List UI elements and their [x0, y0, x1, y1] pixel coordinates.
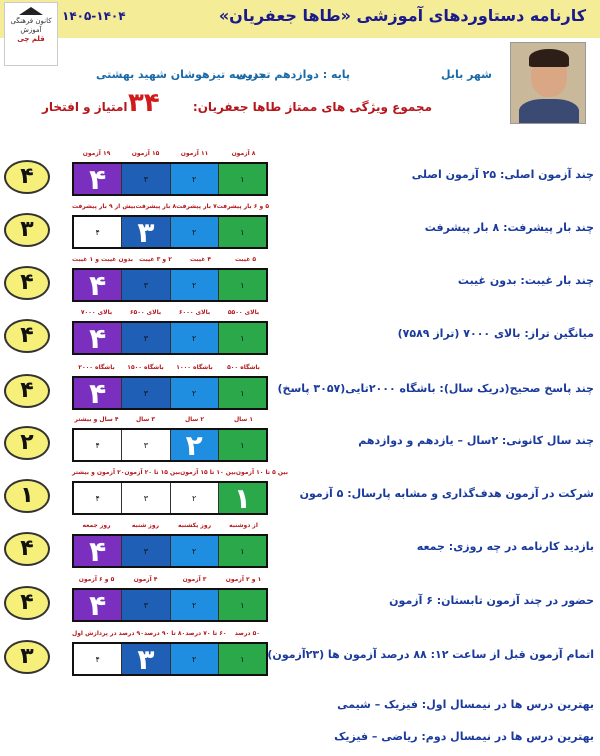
level-cell: ۴ [74, 430, 122, 460]
level-headers [72, 469, 289, 476]
level-headers [72, 150, 268, 157]
level-header: باشگاه ۱۵۰۰ [127, 364, 164, 371]
level-cell: ۱ [219, 430, 266, 460]
level-cell: ۲ [171, 217, 219, 247]
level-bar [72, 268, 268, 302]
level-headers [72, 364, 268, 371]
level-headers [72, 630, 268, 637]
level-cell: ۱ [219, 217, 266, 247]
criterion-row [0, 256, 600, 312]
level-header: ۲ سال [184, 416, 205, 423]
level-header: ۷ بار پیشرفت [176, 203, 217, 210]
level-header: ۱ و ۲ آزمون [225, 576, 262, 583]
level-header: باشگاه ۱۰۰۰ [176, 364, 213, 371]
level-header: بین ۵ تا ۱۰ آزمون [235, 469, 289, 476]
level-cell: ۴ [74, 536, 122, 566]
level-cell: ۳ [122, 430, 170, 460]
graduation-cap-icon [19, 7, 43, 15]
criterion-row [0, 203, 600, 259]
level-cell: ۱ [219, 590, 266, 620]
level-header: ۴ آزمون [133, 576, 158, 583]
level-cell: ۲ [171, 164, 219, 194]
criterion-text: چند پاسخ صحیح(دریک سال): باشگاه ۲۰۰۰تایی(۳۰۵۷ پاسخ) [277, 382, 594, 395]
level-cell: ۴ [74, 217, 122, 247]
criterion-row [0, 469, 600, 525]
level-cell: ۳ [122, 483, 170, 513]
level-header: از دوشنبه [229, 522, 258, 529]
level-header: بیش از ۹ بار پیشرفت [72, 203, 136, 210]
row-score-badge: ۲ [4, 426, 50, 460]
level-cell: ۳ [122, 164, 170, 194]
level-cell: ۱ [219, 644, 266, 674]
level-bar [72, 376, 268, 410]
level-cell: ۴ [74, 164, 122, 194]
level-header: باشگاه ۵۰۰ [227, 364, 260, 371]
criterion-text: میانگین تراز: بالای ۷۰۰۰ (تراز ۷۵۸۹) [397, 327, 594, 340]
row-score-badge: ۴ [4, 319, 50, 353]
level-headers [72, 576, 268, 583]
total-score: ۳۴ [128, 88, 160, 118]
level-cell: ۳ [122, 536, 170, 566]
criterion-text: حضور در چند آزمون تابستان: ۶ آزمون [389, 594, 594, 607]
city-label: شهر بابل [441, 68, 492, 81]
level-header: ۲ و ۳ غیبت [139, 256, 172, 263]
criterion-row [0, 576, 600, 632]
criterion-row [0, 630, 600, 686]
level-header: ۱ سال [233, 416, 254, 423]
level-header: بالای ۵۵۰۰ [227, 309, 260, 316]
level-header: ۱۹ آزمون [82, 150, 111, 157]
criterion-row [0, 416, 600, 472]
level-header: روز شنبه [131, 522, 160, 529]
level-header: روز یکشنبه [177, 522, 212, 529]
score-label: امتیاز و افتخار [42, 100, 128, 114]
level-cell: ۲ [171, 483, 219, 513]
level-bar [72, 321, 268, 355]
level-headers [72, 522, 268, 529]
level-cell: ۱ [219, 164, 266, 194]
level-cell: ۱ [219, 536, 266, 566]
level-header: ۵ و ۶ آزمون [78, 576, 115, 583]
row-score-badge: ۴ [4, 266, 50, 300]
level-cell: ۴ [74, 644, 122, 674]
level-header: ۱۵ آزمون [131, 150, 160, 157]
level-cell: ۴ [74, 590, 122, 620]
level-cell: ۳ [122, 323, 170, 353]
page-title: کارنامه دستاوردهای آموزشی «طاها جعفریان» [218, 6, 586, 25]
level-header: ۴ سال و بیشتر [74, 416, 119, 423]
level-bar [72, 534, 268, 568]
level-header: ۵۰ درصد [234, 630, 260, 637]
level-cell: ۲ [171, 644, 219, 674]
row-score-badge: ۴ [4, 160, 50, 194]
level-header: ۵ غیبت [234, 256, 257, 263]
criterion-text: چند بار پیشرفت: ۸ بار پیشرفت [424, 221, 594, 234]
criterion-text: شرکت در آزمون هدف‌گذاری و مشابه پارسال: ۵ آزمون [299, 487, 594, 500]
level-bar [72, 215, 268, 249]
level-header: ۵ و ۶ بار پیشرفت [216, 203, 270, 210]
criterion-row [0, 522, 600, 578]
level-header: ۹۰ درصد در پردازش اول [72, 630, 144, 637]
level-bar [72, 642, 268, 676]
criterion-text: چند آزمون اصلی: ۲۵ آزمون اصلی [411, 168, 594, 181]
level-cell: ۱ [219, 270, 266, 300]
criterion-row [0, 364, 600, 420]
row-score-badge: ۱ [4, 479, 50, 513]
level-cell: ۲ [171, 270, 219, 300]
level-cell: ۲ [171, 536, 219, 566]
row-score-badge: ۴ [4, 586, 50, 620]
level-header: ۸ آزمون [231, 150, 256, 157]
school-label: مدرسه تیزهوشان شهید بهشتی [96, 68, 266, 81]
level-header: ۸۰ تا ۹۰ درصد [143, 630, 186, 637]
kanoon-logo: کانون فرهنگی آموزش قلم چی [4, 2, 58, 66]
level-headers [72, 203, 268, 210]
level-cell: ۴ [74, 270, 122, 300]
level-cell: ۲ [171, 430, 219, 460]
level-cell: ۳ [122, 217, 170, 247]
level-cell: ۱ [219, 323, 266, 353]
level-cell: ۱ [219, 378, 266, 408]
level-header: بالای ۶۰۰۰ [178, 309, 211, 316]
row-score-badge: ۳ [4, 640, 50, 674]
level-headers [72, 309, 268, 316]
level-bar [72, 428, 268, 462]
level-cell: ۲ [171, 378, 219, 408]
level-header: ۸ بار پیشرفت [135, 203, 177, 210]
level-bar [72, 588, 268, 622]
best-subjects-2: بهترین درس ها در نیمسال دوم: ریاضی – فیزیک [334, 730, 594, 743]
grade-label: پایه : دوازدهم تجربی [236, 68, 350, 81]
criterion-row [0, 150, 600, 206]
level-header: ۳ آزمون [182, 576, 207, 583]
level-headers [72, 256, 268, 263]
level-header: ۴ غیبت [189, 256, 212, 263]
level-header: روز جمعه [82, 522, 111, 529]
level-header: ۱۱ آزمون [180, 150, 209, 157]
student-photo [510, 42, 586, 124]
summary-label: مجموع ویژگی های ممتاز طاها جعفریان: [192, 100, 432, 114]
level-bar [72, 162, 268, 196]
level-header: ۲۰ آزمون و بیشتر [72, 469, 125, 476]
level-cell: ۳ [122, 270, 170, 300]
year-range: ۱۴۰۵-۱۴۰۴ [62, 9, 126, 23]
level-cell: ۴ [74, 483, 122, 513]
criterion-text: چند سال کانونی: ۲سال – یازدهم و دوازدهم [358, 434, 594, 447]
level-header: ۶۰ تا ۷۰ درصد [185, 630, 227, 637]
level-header: باشگاه ۲۰۰۰ [78, 364, 115, 371]
level-header: بین ۱۵ تا ۲۰ آزمون [124, 469, 181, 476]
criterion-text: چند بار غیبت: بدون غیبت [457, 274, 594, 287]
level-header: ۳ سال [135, 416, 156, 423]
level-cell: ۴ [74, 378, 122, 408]
header-bar [0, 0, 600, 38]
level-cell: ۳ [122, 590, 170, 620]
criterion-text: اتمام آزمون قبل از ساعت ۱۲: ۸۸ درصد آزمون ها (۲۳آزمون) [267, 648, 594, 661]
level-header: بدون غیبت و ۱ غیبت [72, 256, 134, 263]
level-cell: ۴ [74, 323, 122, 353]
best-subjects-1: بهترین درس ها در نیمسال اول: فیزیک – شیمی [337, 698, 594, 711]
level-cell: ۱ [219, 483, 266, 513]
criterion-text: بازدید کارنامه در چه روزی: جمعه [416, 540, 594, 553]
level-headers [72, 416, 268, 423]
level-cell: ۲ [171, 323, 219, 353]
row-score-badge: ۴ [4, 374, 50, 408]
level-cell: ۲ [171, 590, 219, 620]
level-header: بین ۱۰ تا ۱۵ آزمون [180, 469, 236, 476]
level-cell: ۳ [122, 378, 170, 408]
row-score-badge: ۴ [4, 532, 50, 566]
level-header: بالای ۶۵۰۰ [129, 309, 162, 316]
row-score-badge: ۳ [4, 213, 50, 247]
level-header: بالای ۷۰۰۰ [80, 309, 113, 316]
level-bar [72, 481, 268, 515]
criterion-row [0, 309, 600, 365]
level-cell: ۳ [122, 644, 170, 674]
